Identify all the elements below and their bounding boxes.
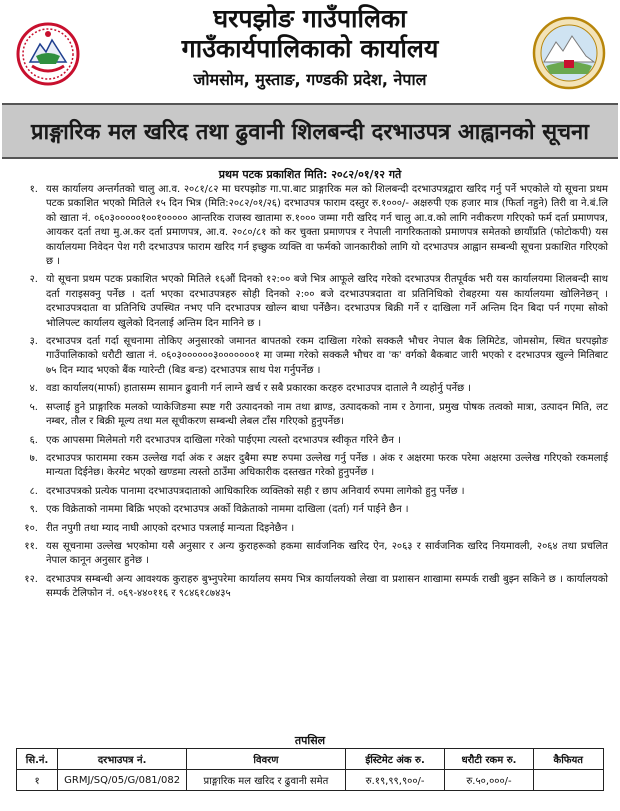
schedule-column-header: दरभाउपत्र नं.: [58, 749, 187, 770]
clause-number: ३.: [29, 336, 38, 348]
clause-number: १.: [29, 184, 38, 195]
notice-clause: [16, 273, 608, 331]
clause-number: ११.: [24, 540, 38, 552]
clause-number: ६.: [29, 434, 38, 446]
schedule-table: [16, 748, 604, 791]
nepal-emblem-icon: [16, 22, 80, 86]
table-cell: १: [17, 770, 58, 791]
notice-clause: [16, 335, 608, 378]
notice-clause: [16, 401, 608, 430]
clause-number: १२.: [24, 573, 38, 585]
clause-text: वडा कार्यालय(मार्फा) हातासम्म सामान ढुवानी गर्न लाग्ने खर्च र सबै प्रकारका करहरु दरभाउपत्र दाताले नै व्यहोर्नु पर्नेछ ।: [46, 383, 472, 395]
clause-number: ९.: [29, 504, 38, 516]
notice-clause: [16, 183, 608, 269]
clause-text: यो सूचना प्रथम पटक प्रकाशित भएको मितिले १६औं दिनको १२:०० बजे भित्र आफूले खरिद गरेको दरभाउपत्र रीतपूर्वक भरी यस कार्यालयमा शिलबन्दी साथ दर्ता गराइसक्नु पर्नेछ । दर्ता भएका दरभाउपत्रहरु सोही दिनको २:०० बजे दरभाउपत्रदाता वा प्रतिनिधिको रोबहरमा यस कार्यालयमा खोलिनेछन् । दरभाउपत्रदाता वा प्रतिनिधि उपस्थित नभए पनि दरभाउपत्र खोल्न बाधा पर्नेछैन। दरभाउपत्र बिक्री गर्ने र दाखिला गर्ने अन्तिम दिन बिदा पर्न गएमा सोको भोलिपल्ट कार्यालय खुलेको दिनलाई अन्तिम दिन मानिने छ ।: [46, 274, 608, 329]
clause-number: ८.: [29, 485, 38, 497]
clause-text: दरभाउपत्रको प्रत्येक पानामा दरभाउपत्रदाताको आधिकारिक व्यक्तिको सही र छाप अनिवार्य रुपमा लागेको हुनु पर्नेछ ।: [46, 485, 465, 497]
clause-number: ५.: [29, 401, 38, 413]
notice-clause: [16, 573, 608, 602]
table-row: [17, 770, 604, 791]
table-cell: प्राङ्गारिक मल खरिद र ढुवानी समेत: [187, 770, 345, 791]
schedule-column-header: ईस्टिमेट अंक रु.: [345, 749, 445, 770]
notice-title-banner: [2, 103, 618, 159]
notice-clause: [16, 485, 608, 499]
clause-text: सप्लाई हुने प्राङ्गारिक मलको प्याकेजिङमा स्पष्ट गरी उत्पादनको नाम तथा ब्राण्ड, उत्पादकको नाम र ठेगाना, प्रमुख पोषक तत्वको मात्रा, उत्पादन मिति, लट नम्बर, तौल र बिक्री मूल्य तथा मल सूचीकरण सम्बन्धी लेबल टाँस गरिएको हुनुपर्नेछ।: [46, 401, 608, 428]
clause-number: १०.: [24, 522, 38, 534]
notice-clauses: [16, 183, 608, 606]
office-address: जोमसोम, मुस्ताङ, गण्डकी प्रदेश, नेपाल: [193, 70, 427, 89]
clause-text: यस कार्यालय अन्तर्गतको चालु आ.व. २०८१/८२ मा घरपझोङ गा.पा.बाट प्राङ्गारिक मल को शिलबन्दी दरभाउपत्रद्वारा खरिद गर्नु पर्ने भएकोले यो सूचना प्रथम पटक प्रकाशित भएको मितिले १५ दिन भित्र (मिति:२०८२/०१/२६) दरभाउपत्र फाराम दस्तुर रु.१०००/- अक्षरुपी एक हजार मात्र (फिर्ता नहुने) तिरी वा ने.बं.लि को खाता नं. ०६०३०००००१००१००००० आन्तरिक राजस्व खातामा रु.१००० जम्मा गरी खरिद गर्न चालु आ.व.को लागि नवीकरण गरिएको फर्म दर्ता प्रमाणपत्र, आयकर दर्ता तथा मु.अ.कर दर्ता प्रमाणपत्र, आ.व. २०८०/८१ को कर चुक्ता प्रमाणपत्र र नेपाली नागरिकताको प्रमाणपत्र समेतको छायाँप्रति (फोटोकपी) यस कार्यालयमा निवेदन पेश गरी दरभाउपत्र फाराम खरिद गर्न इच्छुक व्यक्ति वा फर्मको जानकारीको लागि यो दरभाउपत्र आह्वान सम्बन्धी सूचना प्रकाशित गरिएको छ ।: [46, 184, 608, 268]
clause-text: दरभाउपत्र फाराममा रकम उल्लेख गर्दा अंक र अक्षर दुबैमा स्पष्ट रुपमा उल्लेख गर्नु पर्नेछ । अंक र अक्षरमा फरक परेमा अक्षरमा उल्लेख गरिएको रकमलाई मान्यता दिईनेछ। केरमेट भएको खण्डमा त्यस्तो ठाउँमा अधिकारीक दस्तखत गरेको हुनुपर्नेछ ।: [46, 452, 608, 479]
clause-number: ४.: [29, 383, 38, 395]
notice-title: प्राङ्गारिक मल खरिद तथा ढुवानी शिलबन्दी दरभाउपत्र आह्वानको सूचना: [31, 119, 589, 145]
notice-clause: [16, 522, 608, 536]
municipality-name: घरपझोङ गाउँपालिका: [213, 4, 407, 33]
schedule-column-header: सि.नं.: [17, 749, 58, 770]
schedule-title: तपसिल: [294, 734, 326, 747]
letterhead: [0, 0, 620, 100]
clause-text: यस सूचनामा उल्लेख भएकोमा यसै अनुसार र अन्य कुराहरूको हकमा सार्वजनिक खरिद ऐन, २०६३ र सार्वजनिक खरिद नियमावली, २०६४ तथा प्रचलित नेपाल कानून अनुसार हुनेछ ।: [46, 540, 608, 567]
notice-clause: [16, 434, 608, 448]
notice-clause: [16, 540, 608, 569]
clause-number: २.: [29, 274, 38, 286]
schedule-column-header: धरौटी रकम रु.: [445, 749, 533, 770]
table-cell: [533, 770, 603, 791]
clause-text: एक आपसमा मिलेमतो गरी दरभाउपत्र दाखिला गरेको पाईएमा त्यस्तो दरभाउपत्र स्वीकृत गरिने छैन ।: [46, 434, 401, 446]
clause-text: दरभाउपत्र सम्बन्धी अन्य आवश्यक कुराहरु बुभ्नुपरेमा कार्यालय समय भित्र कार्यालयको लेखा वा प्रशासन शाखामा सम्पर्क राखी बुझ्न सकिने छ । कार्यालयको सम्पर्क टेलिफोन नं. ०६९-४४०११६ र ९८४६१८७४३५: [46, 573, 608, 600]
notice-clause: [16, 452, 608, 481]
notice-clause: [16, 503, 608, 517]
clause-number: ७.: [29, 452, 38, 464]
notice-clause: [16, 382, 608, 396]
clause-text: दरभाउपत्र दर्ता गर्दा सूचनामा तोकिए अनुसारको जमानत बापतको रकम दाखिला गरेको सक्कलै भौचर नेपाल बैक लिमिटेड, जोमसोम, स्थित घरपझोङ गाउँपालिकाको धरौटी खाता नं. ०६०३००००००३०००००००१ मा जम्मा गरेको सक्कलै भौचर वा 'क' वर्गको बैकबाट जारी भएको र दरभाउपत्र खुल्ने मितिबाट ७५ दिन म्याद भएको बैंक ग्यारेन्टी (बिड बन्ड) दरभाउपत्र साथ पेश गर्नुपर्नेछ ।: [46, 336, 608, 376]
clause-text: रीत नपुगी तथा म्याद नाघी आएको दरभाउ पत्रलाई मान्यता दिइनेछैन ।: [46, 522, 295, 534]
table-cell: रु.५०,०००/-: [445, 770, 533, 791]
municipality-seal-icon: [532, 16, 606, 90]
table-cell: रु.१९,९९,९००/-: [345, 770, 445, 791]
published-date: प्रथम पटक प्रकाशित मिति: २०८२/०१/१२ गते: [218, 168, 402, 181]
table-cell: GRMJ/SQ/05/G/081/082: [58, 770, 187, 791]
schedule-column-header: कैफियत: [533, 749, 603, 770]
clause-text: एक विक्रेताको नाममा बिक्रि भएको दरभाउपत्र अर्को विक्रेताको नाममा दाखिला (दर्ता) गर्न पाईने छैन ।: [46, 504, 409, 516]
office-name: गाउँकार्यपालिकाको कार्यालय: [181, 34, 439, 63]
schedule-column-header: विवरण: [187, 749, 345, 770]
schedule-header-row: [17, 749, 604, 770]
